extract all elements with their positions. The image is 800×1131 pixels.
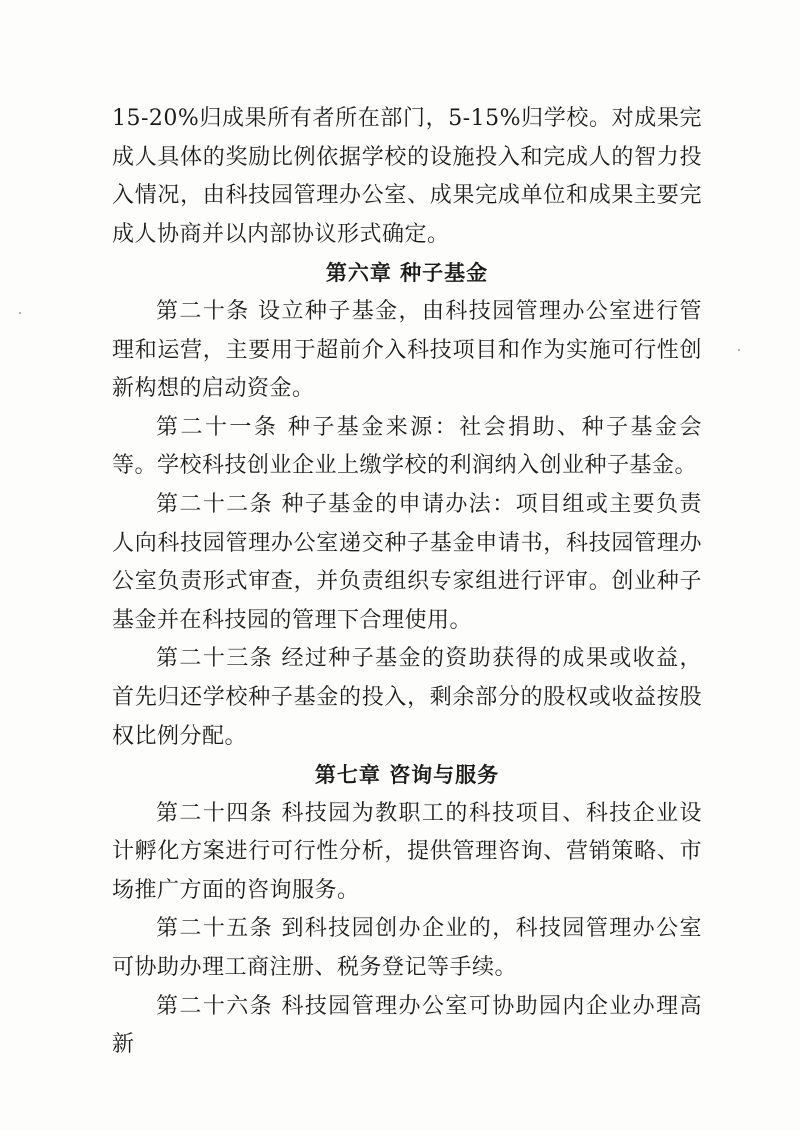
article-21: 第二十一条 种子基金来源：社会捐助、种子基金会等。学校科技创业企业上缴学校的利润纳入创业种子基金。 xyxy=(112,414,702,479)
article-25: 第二十五条 到科技园创办企业的，科技园管理办公室可协助办理工商注册、税务登记等手续。 xyxy=(112,916,702,981)
article-22: 第二十二条 种子基金的申请办法：项目组或主要负责人向科技园管理办公室递交种子基金申请书，科技园管理办公室负责形式审查，并负责组织专家组进行评审。创业种子基金并在科技园的管理下合理使用。 xyxy=(112,491,702,633)
chapter-7-title: 第七章 咨询与服务 xyxy=(314,763,500,788)
article-26: 第二十六条 科技园管理办公室可协助园内企业办理高新 xyxy=(112,993,702,1058)
article-20: 第二十条 设立种子基金，由科技园管理办公室进行管理和运营，主要用于超前介入科技项目和作为实施可行性创新构想的启动资金。 xyxy=(112,298,702,402)
document-body xyxy=(112,100,702,1065)
scan-speck xyxy=(738,349,740,351)
article-24: 第二十四条 科技园为教职工的科技项目、科技企业设计孵化方案进行可行性分析，提供管理咨询、营销策略、市场推广方面的咨询服务。 xyxy=(112,800,702,903)
article-23: 第二十三条 经过种子基金的资助获得的成果或收益，首先归还学校种子基金的投入，剩余部分的股权或收益按股权比例分配。 xyxy=(112,646,702,749)
chapter-6-title: 第六章 种子基金 xyxy=(325,261,489,286)
continuation-paragraph: 15-20%归成果所有者所在部门，5-15%归学校。对成果完成人具体的奖励比例依据学校的设施投入和完成人的智力投入情况，由科技园管理办公室、成果完成单位和成果主要完成人协商并以内部协议形式确定。 xyxy=(112,106,702,247)
scan-speck xyxy=(19,312,21,314)
